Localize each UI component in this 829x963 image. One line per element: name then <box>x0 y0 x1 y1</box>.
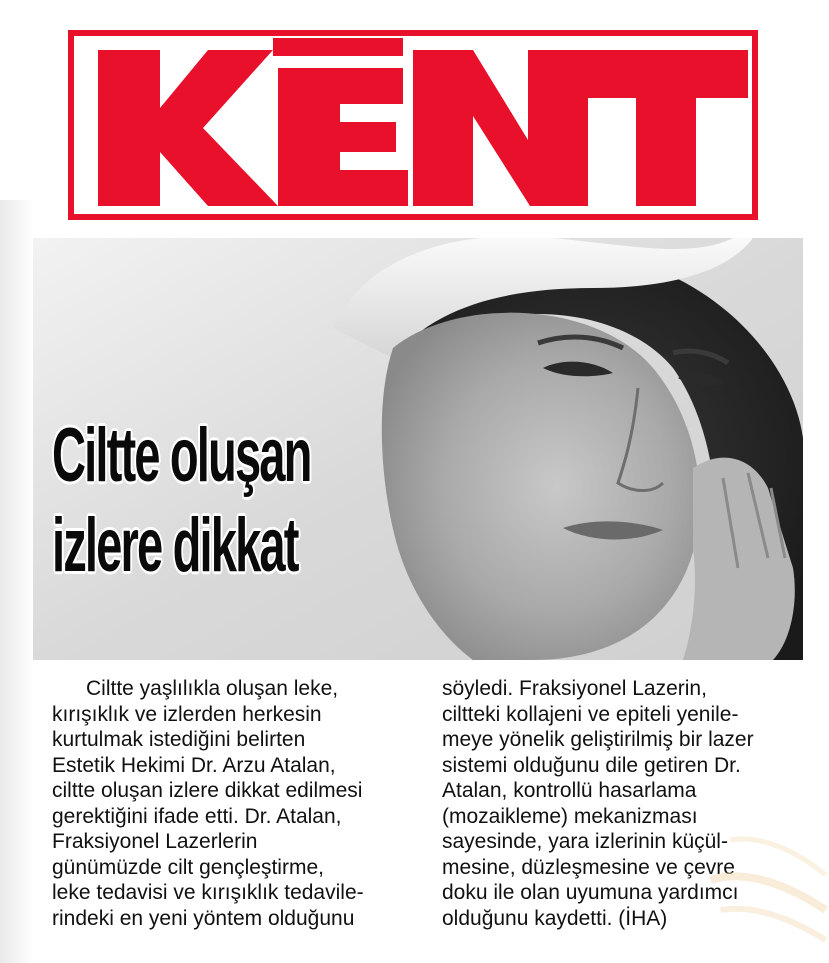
text-line: söyledi. Fraksiyonel Lazerin, <box>442 677 707 700</box>
text-line: günümüzde cilt gençleştirme, <box>52 855 324 879</box>
text-line: ciltteki kollajeni ve epiteli yenile- <box>442 702 739 726</box>
text-line: kırışıklık ve izlerden herkesin <box>52 702 322 726</box>
text-line: leke tedavisi ve kırışıklık tedavile- <box>52 881 364 904</box>
text-line: Fraksiyonel Lazerlerin <box>52 830 258 853</box>
newspaper-masthead <box>68 30 758 220</box>
text-line: olduğunu kaydetti. (İHA) <box>442 906 668 930</box>
text-line: kurtulmak istediğini belirten <box>52 728 306 751</box>
article-column-1 <box>52 676 402 951</box>
text-line: ciltte oluşan izlere dikkat edilmesi <box>52 779 363 802</box>
text-line: gerektiğini ifade etti. Dr. Atalan, <box>52 804 342 828</box>
text-line: (mozaikleme) mekanizması <box>442 804 698 828</box>
headline-line-1: Ciltte oluşan <box>52 413 311 498</box>
text-line: Estetik Hekimi Dr. Arzu Atalan, <box>52 753 336 777</box>
text-line: sistemi olduğunu dile getiren Dr. <box>442 753 741 777</box>
article-body <box>52 676 792 951</box>
text-line: mesine, düzleşmesine ve çevre <box>442 855 735 879</box>
page-edge-shadow <box>0 200 34 963</box>
watermark-brush-icon <box>700 820 829 960</box>
text-line: Ciltte yaşlılıkla oluşan leke, <box>86 677 339 700</box>
text-line: meye yönelik geliştirilmiş bir lazer <box>442 728 754 751</box>
text-line: Atalan, kontrollü hasarlama <box>442 779 697 802</box>
text-line: doku ile olan uyumuna yardımcı <box>442 881 739 904</box>
kent-logo <box>68 30 758 220</box>
article-headline <box>52 413 482 588</box>
text-line: rindeki en yeni yöntem olduğunu <box>52 906 355 930</box>
headline-line-2: izlere dikkat <box>52 503 298 588</box>
text-line: sayesinde, yara izlerinin küçül- <box>442 830 728 853</box>
